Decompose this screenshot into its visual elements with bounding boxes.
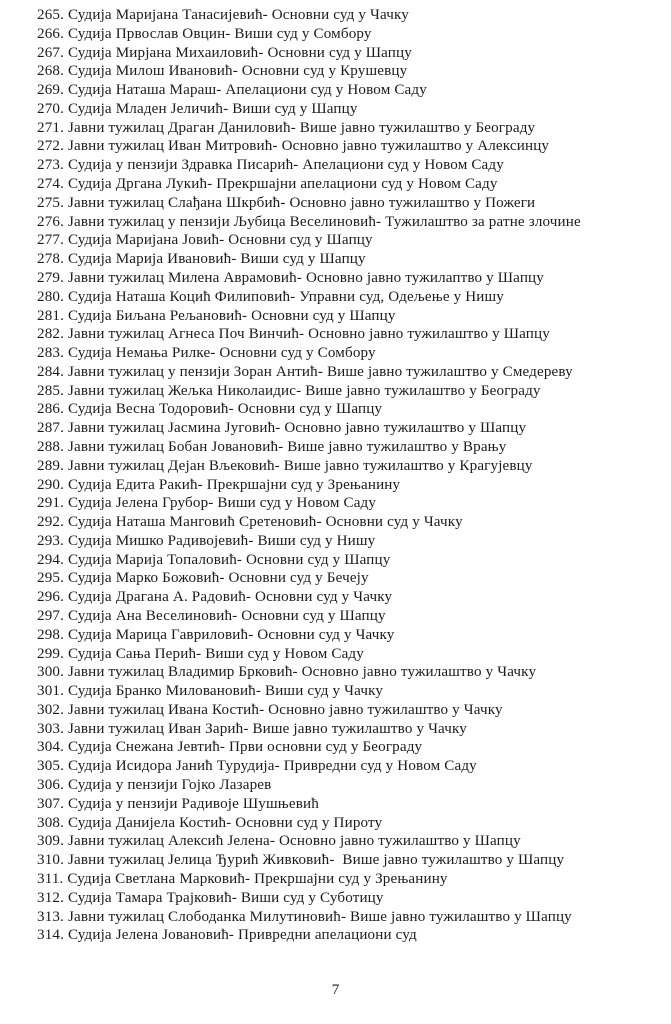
list-item: 295. Судија Марко Божовић- Основни суд у Бечеју [37, 570, 369, 587]
list-item: 283. Судија Немања Рилке- Основни суд у Сомбору [37, 345, 376, 362]
list-item: 297. Судија Ана Веселиновић- Основни суд у Шапцу [37, 608, 386, 624]
list-item: 293. Судија Мишко Радивојевић- Виши суд у Нишу [37, 532, 376, 549]
list-item: 308. Судија Данијела Костић- Основни суд у Пироту [37, 814, 383, 831]
list-item: 276. Јавни тужилац у пензији Љубица Веселиновић- Тужилаштво за ратне злочине [37, 213, 581, 230]
list-item: 266. Судија Првослав Овцин- Виши суд у Сомбору [37, 25, 372, 42]
list-item: 272. Јавни тужилац Иван Митровић- Основно јавно тужилаштво у Алексинцу [37, 138, 550, 155]
list-item: 292. Судија Наташа Манговић Сретеновић- Основни суд у Чачку [37, 514, 463, 531]
list-item: 303. Јавни тужилац Иван Зарић- Више јавно тужилаштво у Чачку [37, 720, 468, 737]
list-item: 278. Судија Марија Ивановић- Виши суд у Шапцу [37, 251, 366, 268]
list-item: 310. Јавни тужилац Јелица Ђурић Живковић- Више јавно тужилаштво у Шапцу [37, 852, 565, 869]
list-item: 269. Судија Наташа Мараш- Апелациони суд у Новом Саду [37, 82, 427, 99]
list-item: 312. Судија Тамара Трајковић- Виши суд у Суботицу [37, 889, 384, 906]
list-item: 299. Судија Сања Перић- Виши суд у Новом Саду [37, 645, 364, 662]
list-item: 279. Јавни тужилац Милена Аврамовић- Основно јавно тужилаптво у Шапцу [37, 269, 544, 286]
list-item: 311. Судија Светлана Марковић- Прекршајни суд у Зрењанину [37, 870, 448, 887]
page-number: 7 [331, 982, 340, 998]
list-item: 273. Судија у пензији Здравка Писарић- Апелациони суд у Новом Саду [37, 157, 504, 174]
list-item: 267. Судија Мирјана Михаиловић- Основни суд у Шапцу [37, 44, 412, 61]
list-item: 296. Судија Драгана А. Радовић- Основни суд у Чачку [37, 589, 393, 606]
list-item: 284. Јавни тужилац у пензији Зоран Антић- Више јавно тужилаштво у Смедереву [37, 363, 573, 380]
list-item: 306. Судија у пензији Гојко Лазарев [37, 777, 272, 794]
list-item: 302. Јавни тужилац Ивана Костић- Основно јавно тужилаштво у Чачку [37, 701, 503, 718]
list-item: 313. Јавни тужилац Слободанка Милутиновић- Више јавно тужилаштво у Шапцу [37, 908, 572, 925]
list-item: 301. Судија Бранко Миловановић- Виши суд у Чачку [37, 683, 384, 700]
list-item: 282. Јавни тужилац Агнеса Поч Винчић- Основно јавно тужилаштво у Шапцу [37, 326, 550, 343]
list-item: 298. Судија Марица Гавриловић- Основни суд у Чачку [37, 626, 395, 643]
list-item: 294. Судија Марија Топаловић- Основни суд у Шапцу [37, 551, 391, 568]
list-item: 275. Јавни тужилац Слађана Шкрбић- Основно јавно тужилаштво у Пожеги [37, 194, 536, 211]
list-item: 290. Судија Едита Ракић- Прекршајни суд у Зрењанину [37, 476, 401, 493]
list-item: 305. Судија Исидора Јанић Турудија- Привредни суд у Новом Саду [37, 758, 477, 775]
list-item: 309. Јавни тужилац Алексић Јелена- Основно јавно тужилаштво у Шапцу [37, 833, 521, 850]
list-item: 291. Судија Јелена Грубор- Виши суд у Новом Саду [37, 495, 377, 512]
list-item: 274. Судија Дргана Лукић- Прекршајни апелациони суд у Новом Саду [37, 176, 498, 193]
list-item: 307. Судија у пензији Радивоје Шушњевић [37, 795, 319, 812]
list-item: 285. Јавни тужилац Жељка Николаидис- Више јавно тужилаштво у Београду [37, 382, 541, 399]
list-item: 304. Судија Снежана Јевтић- Први основни суд у Београду [37, 739, 423, 756]
list-item: 280. Судија Наташа Коцић Филиповић- Управни суд, Одељење у Нишу [37, 288, 504, 305]
list-item: 271. Јавни тужилац Драган Даниловић- Више јавно тужилаштво у Београду [37, 119, 536, 136]
list-item: 268. Судија Милош Ивановић- Основни суд у Крушевцу [37, 63, 408, 80]
list-item: 281. Судија Биљана Рељановић- Основни суд у Шапцу [37, 307, 396, 324]
list-item: 314. Судија Јелена Јовановић- Привредни апелациони суд [37, 927, 417, 944]
list-item: 289. Јавни тужилац Дејан Вљековић- Више јавно тужилаштво у Крагујевцу [37, 457, 533, 474]
list-item: 288. Јавни тужилац Бобан Јовановић- Више јавно тужилаштво у Врању [37, 438, 507, 455]
list-item: 265. Судија Маријана Танасијевић- Основни суд у Чачку [37, 7, 409, 23]
list-item: 300. Јавни тужилац Владимир Брковић- Основно јавно тужилаштво у Чачку [37, 664, 537, 681]
list-item: 286. Судија Весна Тодоровић- Основни суд у Шапцу [37, 401, 383, 418]
list-item: 287. Јавни тужилац Јасмина Југовић- Основно јавно тужилаштво у Шапцу [37, 420, 527, 437]
list-item: 270. Судија Младен Јеличић- Виши суд у Шапцу [37, 100, 358, 117]
list-item: 277. Судија Маријана Јовић- Основни суд у Шапцу [37, 232, 373, 249]
numbered-list [37, 6, 657, 945]
